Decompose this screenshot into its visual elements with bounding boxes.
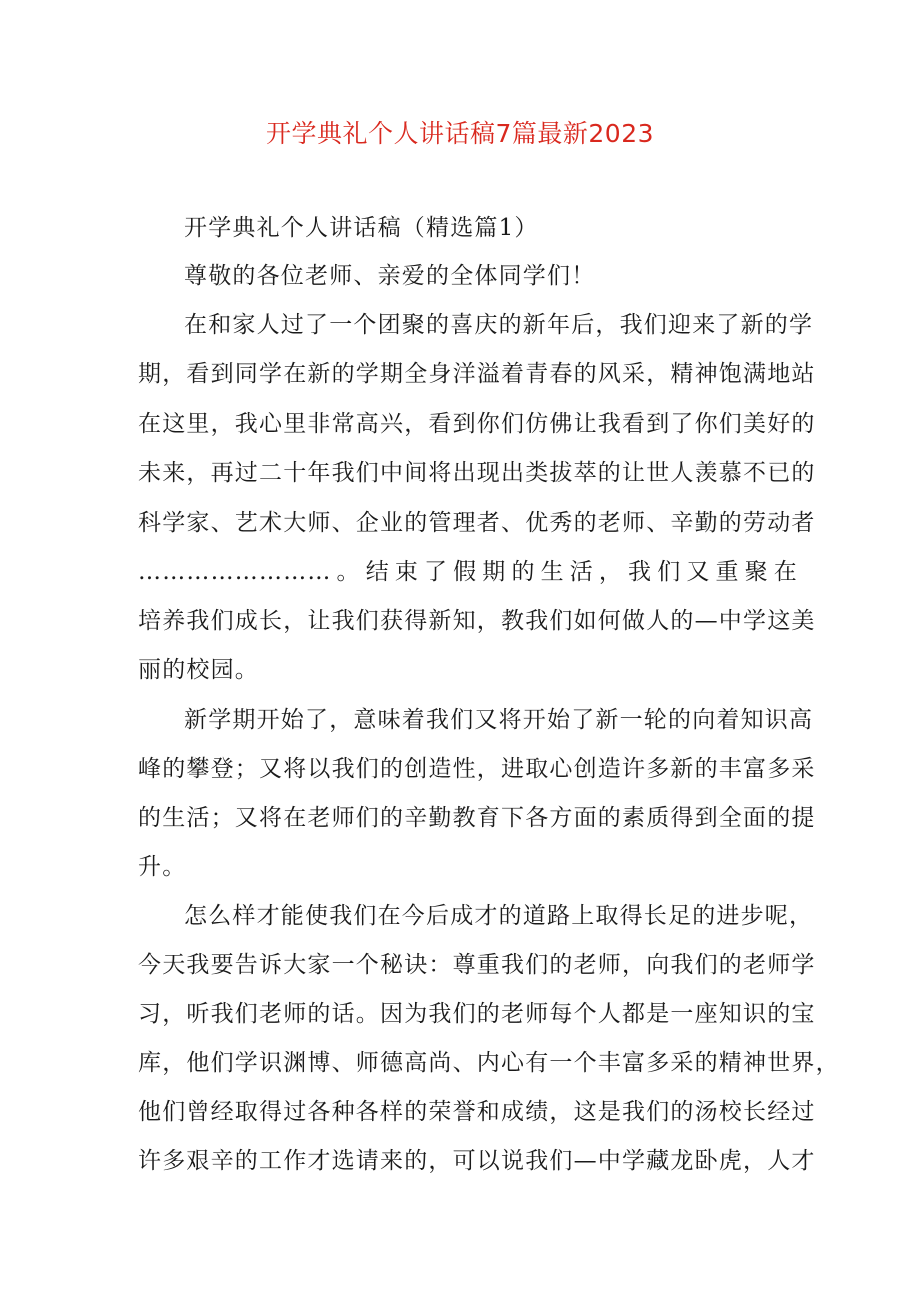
paragraph-line: 许多艰辛的工作才选请来的，可以说我们—中学藏龙卧虎，人才 bbox=[138, 1148, 816, 1174]
paragraph-line: 培养我们成长，让我们获得新知，教我们如何做人的—中学这美 bbox=[138, 608, 816, 634]
paragraph-line: 期，看到同学在新的学期全身洋溢着青春的风采，精神饱满地站 bbox=[138, 361, 816, 387]
paragraph-line: 科学家、艺术大师、企业的管理者、优秀的老师、辛勤的劳动者 bbox=[138, 510, 816, 536]
paragraph-line: 库，他们学识渊博、师德高尚、内心有一个丰富多采的精神世界， bbox=[138, 1050, 840, 1076]
paragraph-line: 在这里，我心里非常高兴，看到你们仿佛让我看到了你们美好的 bbox=[138, 411, 816, 437]
paragraph-line: 怎么样才能使我们在今后成才的道路上取得长足的进步呢， bbox=[184, 903, 814, 929]
paragraph-line: 在和家人过了一个团聚的喜庆的新年后，我们迎来了新的学 bbox=[184, 312, 814, 338]
paragraph-line: 他们曾经取得过各种各样的荣誉和成绩，这是我们的汤校长经过 bbox=[138, 1099, 816, 1125]
paragraph-line: 升。 bbox=[138, 854, 187, 880]
paragraph-line: 今天我要告诉大家一个秘诀：尊重我们的老师，向我们的老师学 bbox=[138, 952, 816, 978]
paragraph-line: 未来，再过二十年我们中间将出现出类拔萃的让世人羡慕不已的 bbox=[138, 460, 816, 486]
document-title: 开学典礼个人讲话稿7篇最新2023 bbox=[265, 119, 655, 148]
paragraph-line: 峰的攀登；又将以我们的创造性，进取心创造许多新的丰富多采 bbox=[138, 756, 816, 782]
paragraph-line: 新学期开始了，意味着我们又将开始了新一轮的向着知识高 bbox=[184, 707, 814, 733]
paragraph-line: 丽的校园。 bbox=[138, 657, 259, 683]
salutation: 尊敬的各位老师、亲爱的全体同学们！ bbox=[184, 263, 596, 289]
paragraph-line: 习，听我们老师的话。因为我们的老师每个人都是一座知识的宝 bbox=[138, 1001, 816, 1027]
paragraph-line: 的生活；又将在老师们的辛勤教育下各方面的素质得到全面的提 bbox=[138, 805, 816, 831]
section-heading: 开学典礼个人讲话稿（精选篇1） bbox=[184, 215, 539, 241]
paragraph-line: ……………………。结束了假期的生活，我们又重聚在 bbox=[138, 559, 798, 585]
